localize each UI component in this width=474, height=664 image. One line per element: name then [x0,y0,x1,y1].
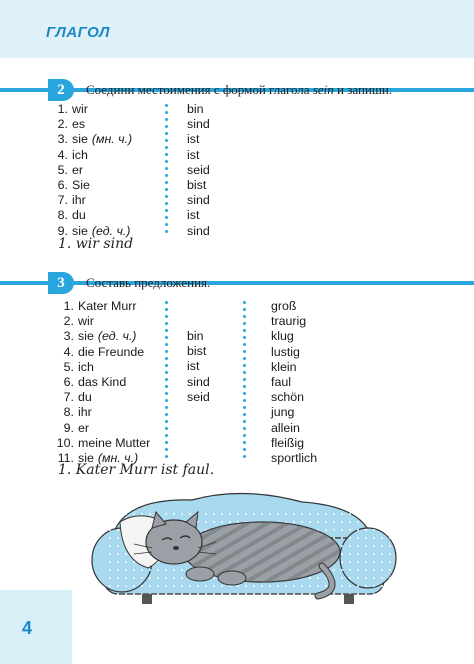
exercise-3-example: 1. Kater Murr ist faul. [58,462,215,478]
list-item [56,314,150,329]
list-item [56,102,132,117]
list-item [56,436,150,451]
divider-dot [243,371,246,374]
divider-dot [165,174,168,177]
item-word: wir [78,314,94,329]
divider-dot [165,146,168,149]
exercise-2-dotted-divider [165,104,168,237]
divider-dot [243,448,246,451]
list-item: ist [187,359,200,374]
item-word: Kater Murr [78,299,137,313]
list-item [56,329,150,344]
item-word: ihr [78,405,92,420]
item-number: 8. [57,208,68,223]
divider-dot [165,448,168,451]
item-number: 1. [63,299,74,313]
list-item [56,178,132,193]
instruction-text: Соедини местоимения с формой глагола [86,82,313,97]
divider-dot [165,202,168,205]
list-item: groß [271,299,297,313]
list-item: traurig [271,314,307,329]
divider-dot [165,399,168,402]
chapter-header [0,0,474,58]
list-item: ist [187,132,200,147]
divider-dot [165,132,168,135]
list-item: sind [187,117,210,132]
exercise-3-number: 3 [48,272,74,294]
divider-dot [165,378,168,381]
item-number: 1. [57,102,68,116]
divider-dot [243,350,246,353]
list-item: sind [187,193,210,208]
divider-dot [165,329,168,332]
divider-dot [243,378,246,381]
divider-dot [165,301,168,304]
list-item [56,299,150,314]
divider-dot [165,455,168,458]
list-item [56,405,150,420]
item-number: 2. [63,314,74,329]
item-number: 6. [57,178,68,193]
item-word: du [72,208,86,223]
item-word: du [78,390,92,405]
divider-dot [165,195,168,198]
item-number: 3. [63,329,74,344]
divider-dot [243,406,246,409]
divider-dot [243,427,246,430]
item-number: 4. [57,147,68,162]
divider-dot [165,322,168,325]
page-number-tab [0,590,72,664]
divider-dot [243,455,246,458]
item-number: 6. [63,375,74,390]
item-number: 4. [63,344,74,359]
item-number: 11. [57,451,74,466]
list-item [56,208,132,223]
exercise-3-dotted-divider-1 [165,301,168,462]
divider-dot [165,336,168,339]
item-word: ich [78,359,94,374]
exercise-3-adjective-list [271,299,317,466]
exercise-3-subject-list [56,299,150,466]
divider-dot [165,153,168,156]
divider-dot [165,160,168,163]
list-item: sind [187,223,210,238]
list-item: klein [271,359,297,374]
item-word: sie [78,329,94,344]
divider-dot [165,118,168,121]
list-item [56,148,132,163]
item-word: es [72,117,86,132]
divider-dot [165,343,168,346]
item-word: ich [72,147,88,162]
item-word: sie [72,132,88,147]
divider-dot [165,125,168,128]
item-number: 9. [63,420,74,435]
divider-dot [165,111,168,114]
list-item: sportlich [271,451,318,466]
item-word: Sie [72,178,90,193]
divider-dot [165,181,168,184]
list-item [56,117,132,132]
instruction-text-end: и запиши. [333,82,393,97]
divider-dot [165,406,168,409]
item-word: das Kind [78,375,127,390]
divider-dot [165,427,168,430]
list-item: bist [187,344,207,359]
list-item [56,132,132,147]
divider-dot [165,441,168,444]
list-item: seid [187,162,210,177]
item-number: 7. [63,390,74,405]
list-item [56,390,150,405]
exercise-2-number: 2 [48,79,74,101]
item-number: 8. [63,405,74,420]
list-item [56,421,150,436]
list-item [56,375,150,390]
list-item: fleißig [271,435,305,450]
divider-dot [243,392,246,395]
item-number: 5. [57,162,68,177]
divider-dot [243,315,246,318]
list-item [56,193,132,208]
divider-dot [165,216,168,219]
divider-dot [165,230,168,233]
item-note: (мн. ч.) [91,132,133,147]
item-number: 9. [57,223,68,238]
list-item [56,360,150,375]
divider-dot [165,315,168,318]
divider-dot [243,357,246,360]
divider-dot [243,343,246,346]
divider-dot [165,385,168,388]
item-note: (ед. ч.) [97,329,137,344]
list-item: ist [187,208,200,223]
divider-dot [243,364,246,367]
divider-dot [243,329,246,332]
item-number: 3. [57,132,68,147]
divider-dot [165,364,168,367]
item-number: 10. [56,435,74,450]
list-item: ist [187,147,200,162]
sleeping-cat-on-sofa-illustration [82,478,402,618]
list-item: seid [187,389,210,404]
divider-dot [165,188,168,191]
list-item: allein [271,420,300,435]
divider-dot [165,209,168,212]
item-word: sie [72,223,88,238]
instruction-verb: sein [312,82,334,97]
divider-dot [165,139,168,142]
divider-dot [243,308,246,311]
list-item: bin [187,329,204,343]
exercise-3-dotted-divider-2 [243,301,246,462]
divider-dot [243,441,246,444]
divider-dot [243,420,246,423]
divider-dot [165,434,168,437]
list-item [56,163,132,178]
item-word: wir [72,102,88,116]
exercise-3-instruction: Составь предложения. [86,275,211,290]
item-word: er [78,420,90,435]
divider-dot [165,371,168,374]
divider-dot [165,223,168,226]
list-item [56,345,150,360]
item-number: 2. [57,117,68,132]
item-word: sie [78,451,94,466]
item-word: ihr [72,193,86,208]
list-item: bin [187,102,204,116]
item-word: die Freunde [78,344,145,359]
list-item: schön [271,390,305,405]
exercise-2-verb-list [187,102,210,239]
item-note: (мн. ч.) [97,451,139,466]
page-number: 4 [22,618,33,638]
divider-dot [165,413,168,416]
divider-dot [165,104,168,107]
divider-dot [165,350,168,353]
divider-dot [243,399,246,402]
list-item: sind [187,374,210,389]
divider-dot [165,420,168,423]
divider-dot [243,301,246,304]
divider-dot [165,357,168,360]
divider-dot [243,336,246,339]
list-item: klug [271,329,294,344]
list-item: lustig [271,344,300,359]
exercise-2-pronoun-list [56,102,132,239]
divider-dot [243,434,246,437]
list-item: faul [271,375,291,390]
item-word: er [72,162,84,177]
item-number: 5. [63,359,74,374]
item-word: meine Mutter [78,435,151,450]
divider-dot [243,385,246,388]
exercise-3-verb-list [187,329,210,405]
divider-dot [165,308,168,311]
chapter-title: ГЛАГОЛ [46,24,110,41]
item-number: 7. [57,193,68,208]
list-item: bist [187,178,207,193]
divider-dot [165,167,168,170]
divider-dot [165,392,168,395]
divider-dot [243,322,246,325]
exercise-2-instruction [86,82,392,98]
exercise-2-example: 1. wir sind [58,236,134,252]
item-note: (ед. ч.) [91,223,131,238]
divider-dot [243,413,246,416]
list-item: jung [271,405,295,420]
